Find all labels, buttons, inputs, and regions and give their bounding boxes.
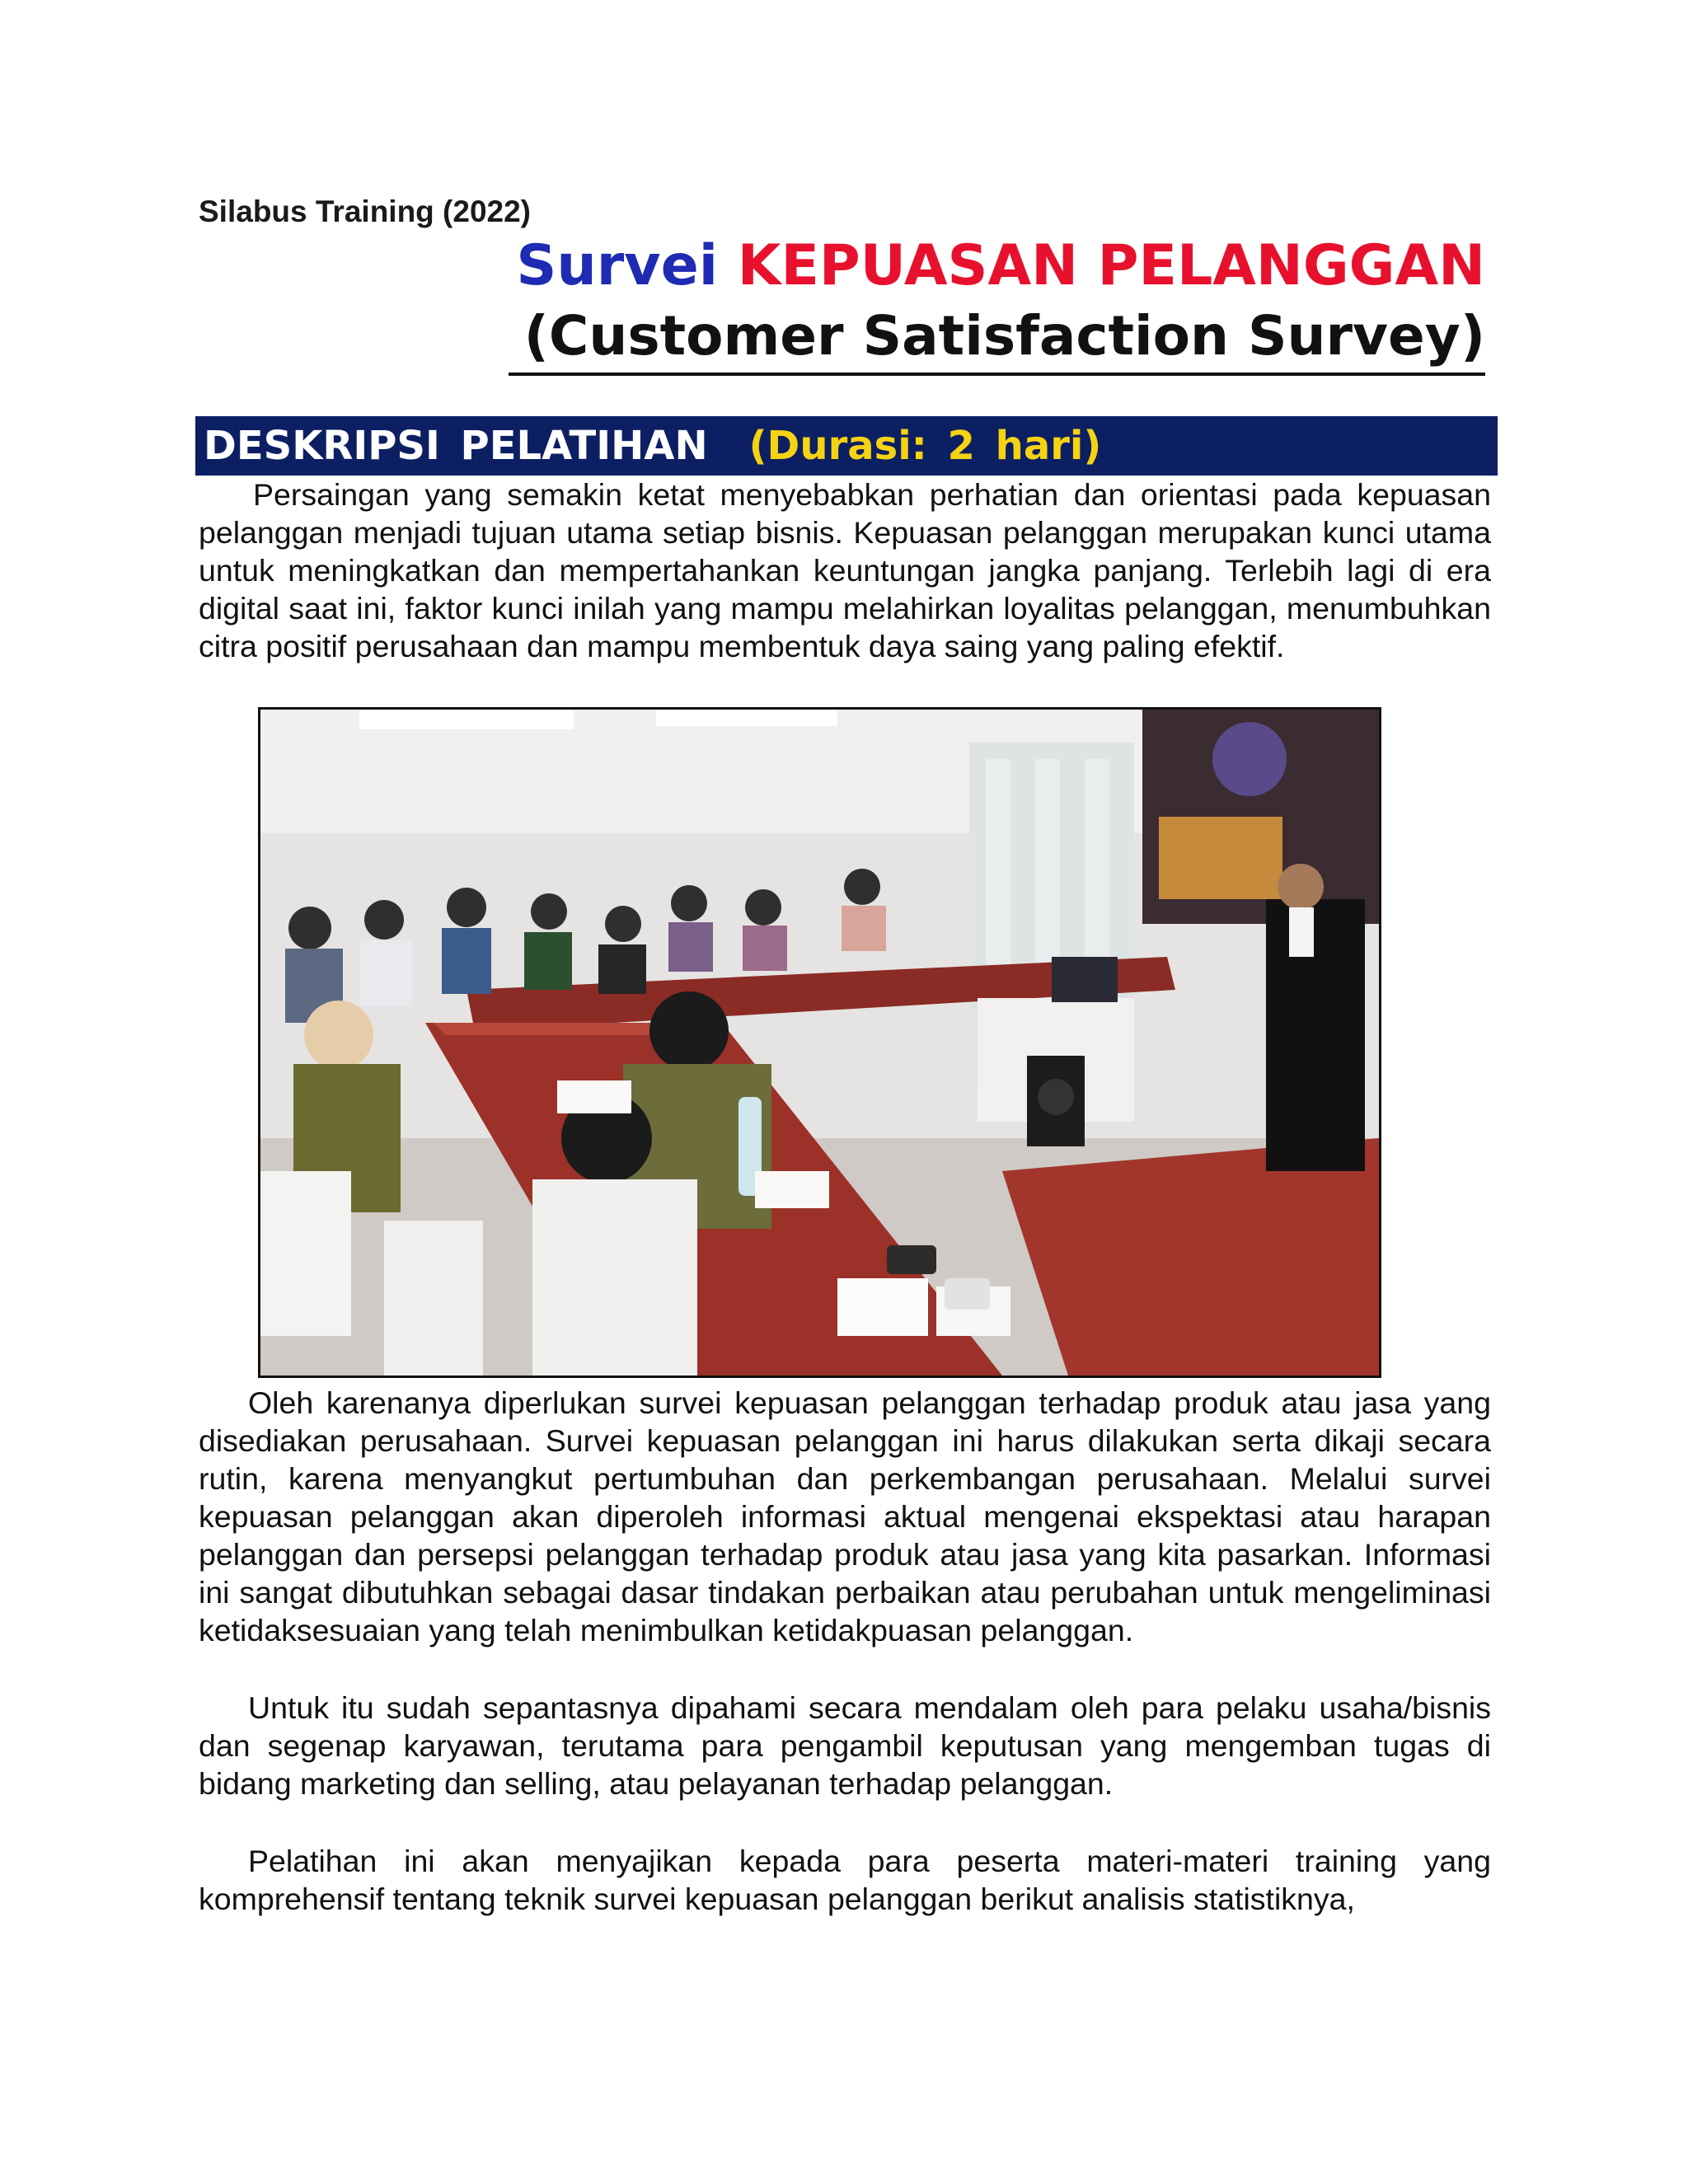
title-underline <box>509 373 1485 376</box>
section-duration: (Durasi: 2 hari) <box>748 423 1102 469</box>
title-word-kepuasan-pelanggan: KEPUASAN PELANGGAN <box>737 233 1485 298</box>
document-label: Silabus Training (2022) <box>199 194 532 228</box>
paragraph-training-content: Pelatihan ini akan menyajikan kepada para peserta materi-materi training yang komprehensif tentang teknik survei kepuasan pelanggan berikut analisis statistiknya, <box>199 1844 1491 1916</box>
document-title <box>516 233 1485 298</box>
paragraph-intro: Persaingan yang semakin ketat menyebabkan perhatian dan orientasi pada kepuasan pelanggan menjadi tujuan utama setiap bisnis. Kepuasan pelanggan merupakan kunci utama untuk meningkatkan dan mempertahankan keuntungan jangka panjang. Terlebih lagi di era digital saat ini, faktor kunci inilah yang mampu melahirkan loyalitas pelanggan, menumbuhkan citra positif perusahaan dan mampu membentuk daya saing yang paling efektif. <box>199 477 1491 663</box>
document-subtitle: (Customer Satisfaction Survey) <box>523 304 1485 368</box>
section-title: DESKRIPSI PELATIHAN <box>204 423 708 469</box>
paragraph-survey-need: Oleh karenanya diperlukan survei kepuasan pelanggan terhadap produk atau jasa yang disediakan perusahaan. Survei kepuasan pelanggan ini harus dilakukan serta dikaji secara rutin, karena menyangkut pertumbuhan dan perkembangan perusahaan. Melalui survei kepuasan pelanggan akan diperoleh informasi aktual mengenai ekspektasi atau harapan pelanggan dan persepsi pelanggan terhadap produk atau jasa yang kita pasarkan. Informasi ini sangat dibutuhkan sebagai dasar tindakan perbaikan atau perubahan untuk mengeliminasi ketidaksesuaian yang telah menimbulkan ketidakpuasan pelanggan. <box>199 1385 1491 1647</box>
section-header-bar <box>195 416 1498 476</box>
title-word-survei: Survei <box>516 233 719 298</box>
training-classroom-photo <box>258 707 1381 1378</box>
paragraph-target-audience: Untuk itu sudah sepantasnya dipahami secara mendalam oleh para pelaku usaha/bisnis dan segenap karyawan, terutama para pengambil keputusan yang mengemban tugas di bidang marketing dan selling, atau pelayanan terhadap pelanggan. <box>199 1690 1491 1801</box>
